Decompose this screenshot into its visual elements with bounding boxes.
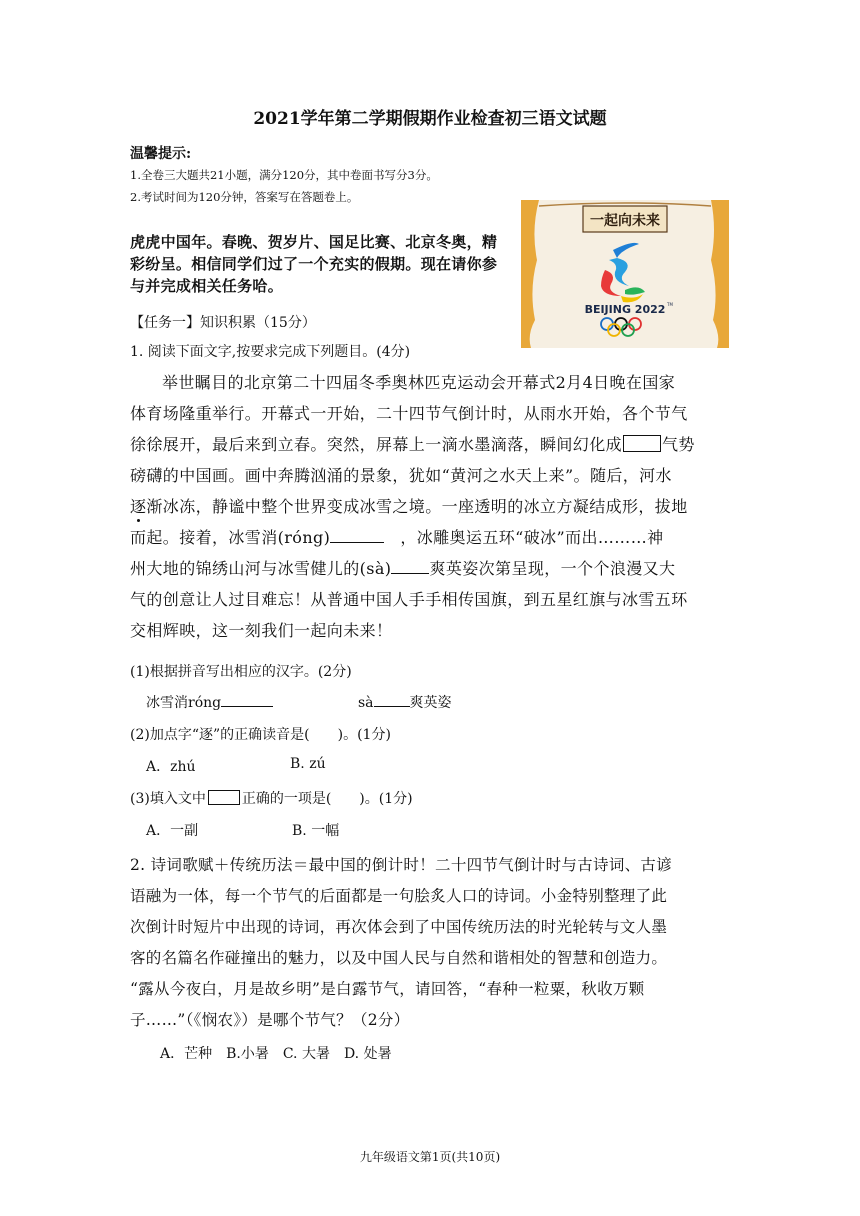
q1-sub1-rong-label: 冰雪消róng bbox=[146, 695, 222, 711]
intro-line-1: 虎虎中国年。春晚、贺岁片、国足比赛、北京冬奥，精 bbox=[130, 233, 498, 251]
blank-sa bbox=[391, 561, 429, 574]
passage-line-7 bbox=[130, 556, 675, 579]
page-title: 2021学年第二学期假期作业检查初三语文试题 bbox=[253, 109, 607, 129]
beijing-2022-illustration bbox=[521, 200, 729, 348]
trademark-mark: TM bbox=[667, 302, 673, 307]
q1-sub1-sa-tail: 爽英姿 bbox=[409, 695, 452, 711]
tip-line-2: 2.考试时间为120分钟，答案写在答题卷上。 bbox=[130, 190, 359, 204]
q1-sub1-blank-rong bbox=[146, 692, 273, 712]
answer-line-rong bbox=[221, 694, 273, 707]
q1-sub3 bbox=[130, 788, 413, 808]
task1-heading: 【任务一】知识积累（15分） bbox=[130, 315, 316, 331]
q1-sub1-sa-label: sà bbox=[358, 695, 374, 711]
passage-line-6-tail: ，冰雕奥运五环“破冰”而出………神 bbox=[400, 528, 664, 547]
q1-sub3-option-b: B. 一幅 bbox=[292, 823, 340, 839]
q2-line-2: 语融为一体，每一个节气的后面都是一句脍炙人口的诗词。小金特别整理了此 bbox=[130, 887, 668, 905]
passage-line-7-text: 州大地的锦绣山河与冰雪健儿的(sà) bbox=[130, 559, 392, 578]
blank-rong bbox=[330, 530, 384, 543]
q2-options: A．芒种 B.小暑 C. 大暑 D. 处暑 bbox=[160, 1046, 392, 1062]
q2-line-3: 次倒计时短片中出现的诗词，再次体会到了中国传统历法的时光轮转与文人墨 bbox=[130, 918, 668, 936]
tips-heading: 温馨提示: bbox=[130, 146, 192, 162]
q1-sub3-option-a: A．一副 bbox=[146, 823, 199, 839]
passage-line-8: 气的创意让人过目难忘！从普通中国人手手相传国旗，到五星红旗与冰雪五环 bbox=[130, 590, 688, 609]
q1-stem: 1. 阅读下面文字,按要求完成下列题目。(4分) bbox=[130, 344, 411, 360]
olympic-emblem-graphic bbox=[521, 200, 729, 348]
q1-sub3-text: (3)填入文中 bbox=[130, 791, 206, 807]
q1-sub3-tail: 正确的一项是( )。(1分) bbox=[241, 791, 413, 807]
logo-text: BEIJING 2022 bbox=[584, 303, 666, 316]
dotted-char-zhu: 逐 bbox=[130, 497, 147, 516]
passage-line-9: 交相辉映，这一刻我们一起向未来！ bbox=[130, 621, 393, 640]
q1-sub3-box bbox=[208, 790, 240, 805]
passage-line-2: 体育场隆重举行。开幕式一开始，二十四节气倒计时，从雨水开始，各个节气 bbox=[130, 404, 688, 423]
q2-line-4: 客的名篇名作碰撞出的魅力，以及中国人民与自然和谐相处的智慧和创造力。 bbox=[130, 949, 668, 967]
passage-line-5-text: 渐冰冻，静谧中整个世界变成冰雪之境。一座透明的冰立方凝结成形，拔地 bbox=[146, 497, 688, 516]
intro-line-2: 彩纷呈。相信同学们过了一个充实的假期。现在请你参 bbox=[130, 255, 498, 273]
q2-line-1: 2. 诗词歌赋＋传统历法＝最中国的倒计时！二十四节气倒计时与古诗词、古谚 bbox=[130, 856, 673, 874]
passage-line-3-text: 徐徐展开，最后来到立春。突然，屏幕上一滴水墨滴落，瞬间幻化成 bbox=[130, 435, 623, 454]
passage-line-3 bbox=[130, 432, 695, 455]
q2-line-5: “露从今夜白，月是故乡明”是白露节气，请回答，“春种一粒粟，秋收万颗 bbox=[130, 980, 645, 998]
intro-line-3: 与并完成相关任务哈。 bbox=[130, 277, 284, 295]
q1-sub2-option-b: B. zú bbox=[290, 756, 326, 772]
passage-line-3-tail: 气势 bbox=[662, 435, 695, 454]
passage-line-6 bbox=[130, 525, 664, 548]
passage-line-7-tail: 爽英姿次第呈现，一个个浪漫又大 bbox=[429, 559, 676, 578]
q1-sub2-option-a: A．zhú bbox=[146, 759, 196, 775]
answer-line-sa bbox=[374, 694, 410, 707]
page-footer: 九年级语文第1页(共10页) bbox=[359, 1150, 501, 1164]
fill-blank-box bbox=[623, 435, 661, 452]
passage-line-6-text: 而起。接着，冰雪消(róng) bbox=[130, 528, 331, 547]
passage-line-4: 磅礴的中国画。画中奔腾汹涌的景象，犹如“黄河之水天上来”。随后，河水 bbox=[130, 466, 672, 485]
banner-text: 一起向未来 bbox=[590, 213, 660, 229]
q2-line-6: 子……”（《悯农》）是哪个节气？（2分） bbox=[130, 1011, 410, 1029]
q1-sub1: (1)根据拼音写出相应的汉字。(2分) bbox=[130, 664, 352, 680]
passage-line-1: 举世瞩目的北京第二十四届冬季奥林匹克运动会开幕式2月4日晚在国家 bbox=[162, 373, 676, 392]
tip-line-1: 1.全卷三大题共21小题，满分120分，其中卷面书写分3分。 bbox=[130, 168, 438, 182]
q1-sub1-blank-sa bbox=[358, 692, 452, 712]
q1-sub2: (2)加点字“逐”的正确读音是( )。(1分) bbox=[130, 727, 391, 743]
passage-line-5 bbox=[130, 494, 688, 517]
